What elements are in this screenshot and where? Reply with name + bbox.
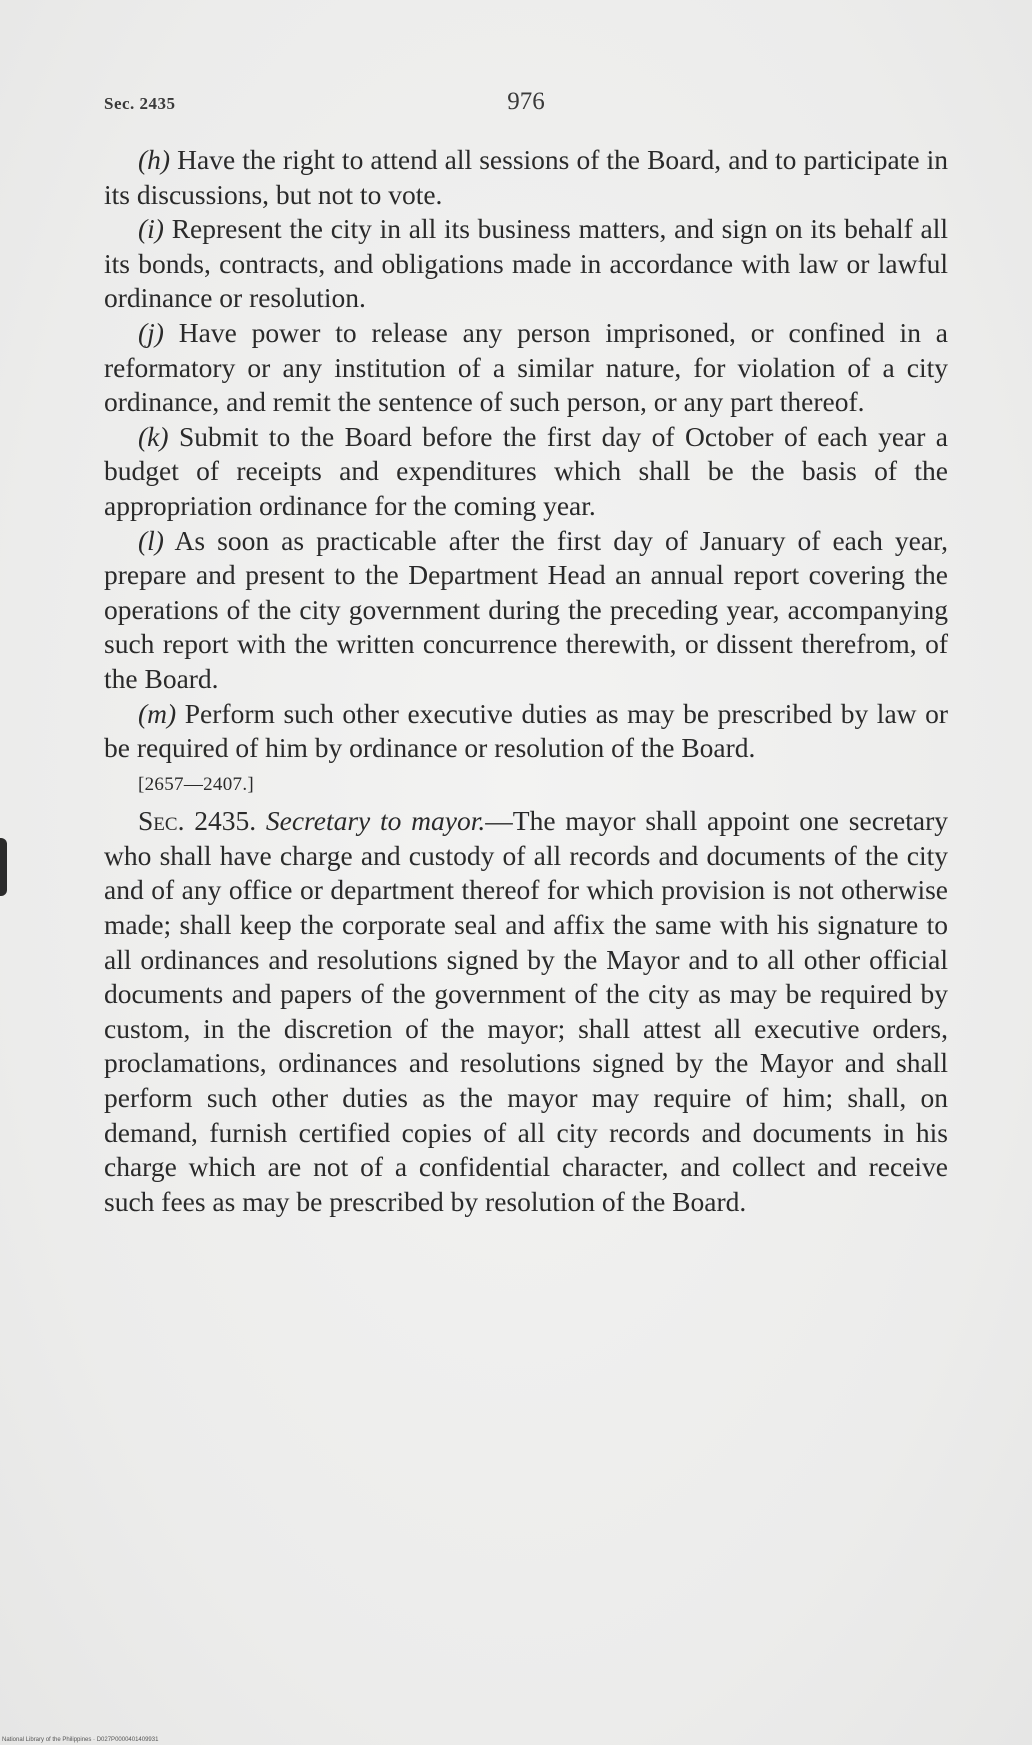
paragraph-k [104,420,948,524]
clause-text: Perform such other executive duties as may be prescribed by law or be required of him by ordinance or resolution of the Board. [104,697,948,764]
section-title: Secretary to mayor. [265,805,486,837]
paragraph-i [104,212,948,316]
clause-text: Have the right to attend all sessions of the Board, and to participate in its discussions, but not to vote. [104,144,948,210]
source-citation: [2657—2407.] [138,773,255,795]
scan-credit: National Library of the Philippines · D027P0000401409931 [2,1737,159,1743]
paragraph-j [104,316,948,420]
page-number: 976 [507,88,545,115]
clause-marker: (i) [138,213,164,245]
clause-text: Submit to the Board before the first day of October of each year a budget of receipts and expenditures which shall be the basis of the appropriation ordinance for the coming year. [104,420,948,521]
clause-text: As soon as practicable after the first day of January of each year, prepare and present to the Department Head an annual report covering the operations of the city government during the preceding year, accompanying such report with the written concurrence therewith, or dissent therefrom, of the Board. [104,524,948,694]
paragraph-h [104,143,948,212]
clause-text: Represent the city in all its business matters, and sign on its behalf all its bonds, contracts, and obligations made in accordance with law or lawful ordinance or resolution. [104,213,948,314]
clause-marker: (l) [138,524,164,556]
paragraph-l [104,524,948,697]
paragraph-m [104,697,948,766]
clause-marker: (h) [138,144,171,175]
binding-shadow [0,838,7,896]
clause-marker: (k) [138,420,169,452]
clause-text: Have power to release any person imprisoned, or confined in a reformatory or any institution of a similar nature, for violation of a city ordinance, and remit the sentence of such person, or any part thereof. [104,316,948,418]
section-2435-paragraph [104,804,948,1219]
clause-marker: (j) [138,316,164,348]
page-header [104,88,948,128]
running-head-section: Sec. 2435 [104,94,176,113]
clause-marker: (m) [138,697,177,729]
page-body [104,143,948,1219]
section-label: Sec. 2435. [138,805,257,837]
section-text: —The mayor shall appoint one secretary who shall have charge and custody of all records and documents of the city and of any office or department thereof for which provision is not otherwise made; shall keep the corporate seal and affix the same with his signature to all ordinances and resolutions signed by the Mayor and to all other official documents and papers of the government of the city as may be required by custom, in the discretion of the mayor; shall attest all executive orders, proclamations, ordinances and resolutions signed by the Mayor and shall perform such other duties as the mayor may require of him; shall, on demand, furnish certified copies of all city records and documents in his charge which are not of a confidential character, and collect and receive such fees as may be prescribed by resolution of the Board. [104,805,949,1217]
